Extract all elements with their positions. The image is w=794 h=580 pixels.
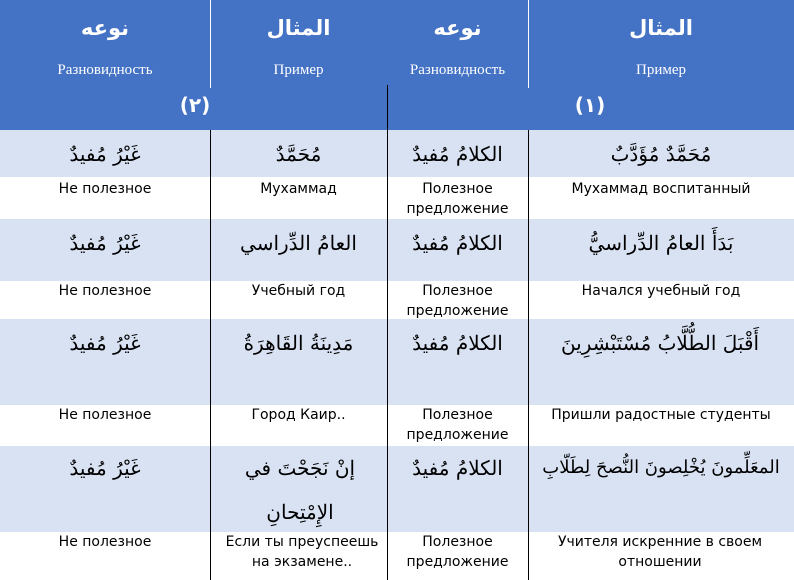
arabic-example-2: إنْ نَجَحْتَ في الإِمْتِحانِ: [244, 456, 356, 524]
table-row-arabic: [0, 219, 794, 281]
header-divider: [210, 0, 211, 88]
table-header: [0, 0, 794, 130]
table-row-arabic: [0, 446, 794, 532]
russian-example-2: Город Каир..: [251, 407, 346, 423]
russian-type-1: Полезное предложение: [406, 534, 509, 570]
russian-example-2: Мухаммад: [260, 181, 337, 197]
arabic-type-2: غَيْرُ مُفيدٌ: [69, 142, 141, 166]
header-number-2: (٢): [179, 93, 211, 117]
arabic-example-1: مُحَمَّدٌ مُؤَدَّبٌ: [610, 142, 712, 166]
header-example-russian-1: Пример: [635, 62, 686, 78]
header-number-1: (١): [574, 93, 606, 117]
russian-type-1: Полезное предложение: [406, 283, 509, 319]
header-example-arabic-1: المثال: [629, 16, 693, 40]
header-example-russian-2: Пример: [273, 62, 324, 78]
arabic-type-1: الكلامُ مُفيدٌ: [412, 456, 503, 480]
arabic-example-1: بَدَأَ العامُ الدِّراسيُّ: [588, 231, 734, 255]
russian-type-2: Не полезное: [58, 407, 152, 423]
header-example-arabic-2: المثال: [266, 16, 331, 40]
column-divider: [210, 130, 211, 580]
arabic-example-1: أَقْبَلَ الطُّلَّابُ مُسْتَبْشِرِينَ: [560, 331, 760, 355]
arabic-example-1: المعَلِّمونَ يُخْلِصونَ النُّصحَ لِطَلّابِ: [542, 457, 780, 478]
russian-type-2: Не полезное: [58, 181, 152, 197]
arabic-example-2: مَدِينَةُ القَاهِرَةُ: [243, 331, 354, 355]
russian-example-1: Мухаммад воспитанный: [571, 181, 751, 197]
russian-example-1: Пришли радостные студенты: [551, 407, 771, 423]
arabic-type-2: غَيْرُ مُفيدٌ: [69, 456, 141, 480]
russian-type-2: Не полезное: [58, 283, 152, 299]
russian-example-1: Учителя искренние в своем отношении: [557, 534, 763, 570]
russian-type-1: Полезное предложение: [406, 407, 509, 443]
russian-example-1: Начался учебный год: [581, 283, 741, 299]
arabic-example-2: العامُ الدِّراسي: [240, 231, 357, 255]
russian-example-2: Если ты преуспеешь на экзамене..: [225, 534, 379, 570]
arabic-type-1: الكلامُ مُفيدٌ: [412, 142, 503, 166]
table-row-arabic: [0, 130, 794, 177]
arabic-type-2: غَيْرُ مُفيدٌ: [69, 231, 141, 255]
column-divider: [528, 130, 529, 580]
header-type-russian-2: Разновидность: [57, 62, 153, 78]
column-divider: [387, 130, 388, 580]
header-center-divider: [387, 85, 388, 130]
russian-example-2: Учебный год: [251, 283, 346, 299]
arabic-type-1: الكلامُ مُفيدٌ: [412, 231, 503, 255]
arabic-example-2: مُحَمَّدٌ: [275, 142, 322, 166]
table-row-arabic: [0, 319, 794, 405]
header-type-arabic-1: نوعه: [433, 16, 482, 40]
table-row-russian: [0, 177, 794, 219]
russian-type-1: Полезное предложение: [406, 181, 509, 217]
arabic-type-1: الكلامُ مُفيدٌ: [412, 331, 503, 355]
header-divider: [528, 0, 529, 88]
arabic-type-2: غَيْرُ مُفيدٌ: [69, 331, 141, 355]
russian-type-2: Не полезное: [58, 534, 152, 550]
table-row-russian: [0, 281, 794, 319]
table-row-russian: [0, 405, 794, 446]
header-type-russian-1: Разновидность: [409, 62, 506, 78]
header-type-arabic-2: نوعه: [80, 16, 130, 40]
table-row-russian: [0, 532, 794, 580]
